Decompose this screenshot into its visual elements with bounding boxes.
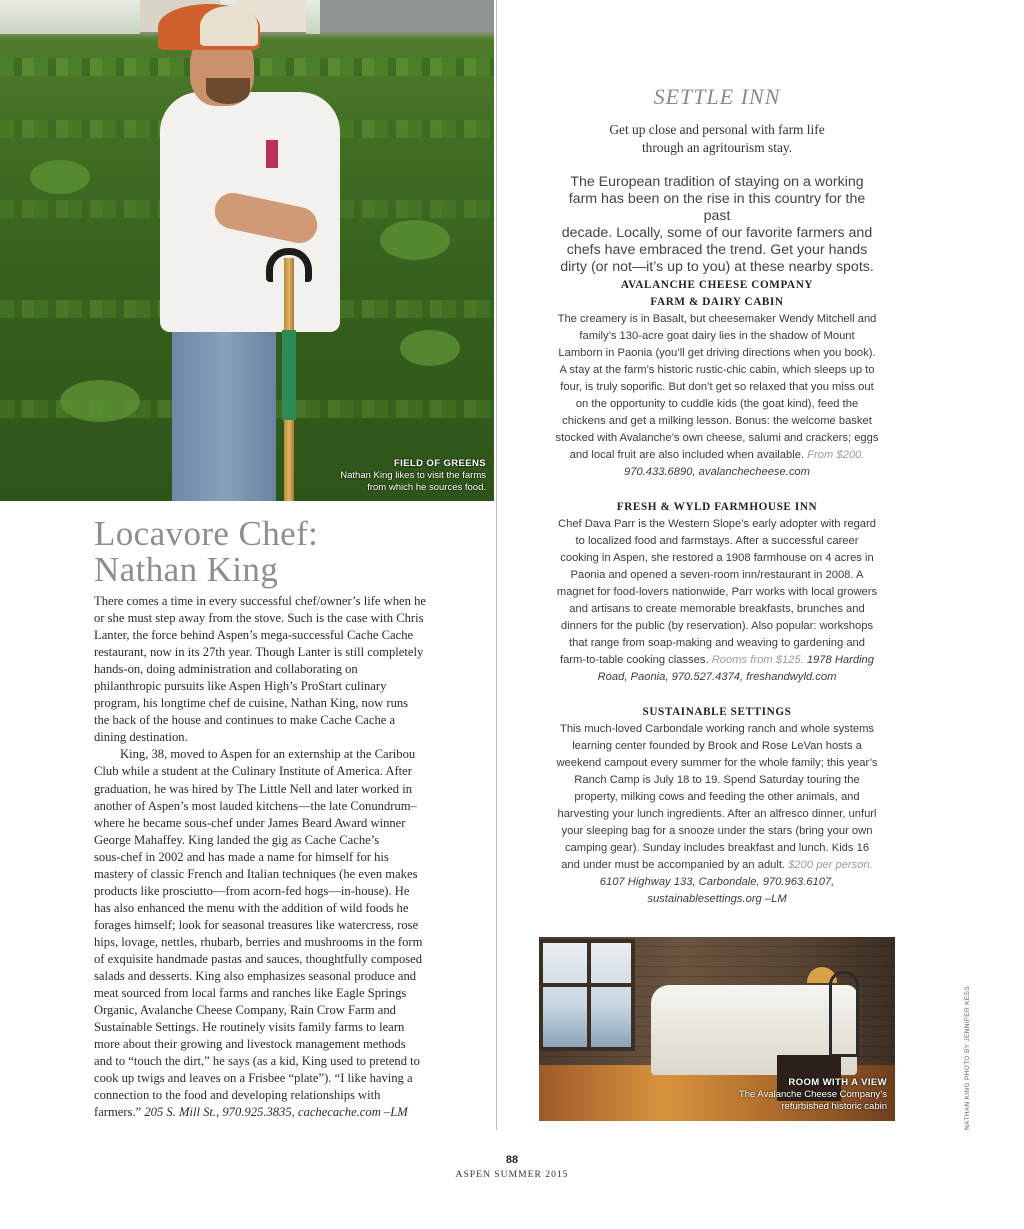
restaurant-contact: 205 S. Mill St., 970.925.3835, cachecache.com –LM xyxy=(144,1105,408,1120)
photo-credit: NATHAN KING PHOTO BY JENNIFER KESS xyxy=(964,986,971,1130)
text-line: magnet for food-lovers nationwide, Parr works with local growers xyxy=(556,586,878,599)
listing-title xyxy=(550,277,884,311)
text-line: four, is truly soporific. But don’t get so relaxed that you miss out xyxy=(560,381,874,394)
text-line: meat sourced from local farms and ranches like Eagle Springs xyxy=(94,986,407,1001)
text-line: to localized food and farmstays. After a successful career xyxy=(575,535,859,548)
caption-line: Nathan King likes to visit the farms xyxy=(340,470,486,481)
section-deck xyxy=(550,121,884,156)
text-line: weekend campout every summer for the whole family; this year’s xyxy=(556,757,878,770)
text-line: Lanter, the force behind Aspen’s mega-successful Cache Cache xyxy=(94,628,414,643)
text-segment: farm-to-table cooking classes. xyxy=(559,654,712,667)
intro-line: decade. Locally, some of our favorite farmers and xyxy=(561,225,873,241)
listing-contact: 6107 Highway 133, Carbondale, 970.963.6107, xyxy=(599,876,835,889)
listing-contact: Road, Paonia, 970.527.4374, freshandwyld.com xyxy=(597,671,837,684)
listing-contact: 1978 Harding xyxy=(803,654,875,667)
text-line: graduation, he was hired by The Little Nell and later worked in xyxy=(94,781,413,796)
window-mullion xyxy=(539,983,635,987)
text-line: George Mahaffey. King landed the gig as Cache Cache’s xyxy=(94,832,380,847)
photo-greenhouse xyxy=(320,0,494,34)
text-line: where he became sous-chef under James Beard Award winner xyxy=(94,815,406,830)
text-line: Sustainable Settings. He routinely visits family farms to learn xyxy=(94,1020,405,1035)
text-line xyxy=(550,891,884,908)
text-line: family’s 130-acre goat dairy lies in the shadow of Mount xyxy=(579,330,855,343)
listing-sustainable-settings xyxy=(550,704,884,909)
text-line: more about their growing and livestock management methods xyxy=(94,1037,406,1052)
article-body xyxy=(94,593,454,1121)
photo-nathan-king-field xyxy=(0,0,494,501)
photo-caption-cabin xyxy=(739,1077,887,1113)
listing-body xyxy=(550,721,884,909)
listing-body xyxy=(550,516,884,686)
listing-title xyxy=(550,704,884,721)
text-line xyxy=(550,669,884,686)
deck-line: through an agritourism stay. xyxy=(641,139,793,155)
text-line: of exquisite handmade pastas and sauces, thoughtfully composed xyxy=(94,951,423,966)
text-line: camping gear). Sunday includes breakfast and lunch. Kids 16 xyxy=(564,842,870,855)
headline-line: Locavore Chef: xyxy=(94,514,319,553)
text-line: philanthropic pursuits like Aspen High’s ProStart culinary xyxy=(94,679,387,694)
text-line: Paonia and opened a seven-room inn/restaurant in 2008. A xyxy=(570,569,864,582)
listing-title-line: FARM & DAIRY CABIN xyxy=(650,296,784,308)
price: From $200. xyxy=(807,449,865,462)
text-line: property, milking cows and feeding the other animals, and xyxy=(574,791,860,804)
text-line: has also enhanced the menu with the addition of wild foods he xyxy=(94,900,409,915)
beard xyxy=(206,78,250,104)
text-line: chickens and get a milking lesson. Bonus: the welcome basket xyxy=(562,415,872,428)
text-line: and to “touch the dirt,” he says (as a kid, King used to pretend to xyxy=(94,1054,420,1069)
text-line: Club while a student at the Culinary Institute of America. After xyxy=(94,764,412,779)
caption-title: ROOM WITH A VIEW xyxy=(788,1077,887,1088)
text-line: your sleeping bag for a snooze under the stars (bring your own xyxy=(561,825,873,838)
intro-line: dirty (or not—it’s up to you) at these nearby spots. xyxy=(560,259,874,275)
text-line: dining destination. xyxy=(94,730,188,745)
price: Rooms from $125. xyxy=(711,654,804,667)
text-line xyxy=(550,652,884,669)
article-headline xyxy=(94,516,474,588)
text-line: This much-loved Carbondale working ranch and whole systems xyxy=(559,723,875,735)
text-line xyxy=(550,874,884,891)
intro-line: chefs have embraced the trend. Get your hands xyxy=(566,242,868,258)
text-line: connection to the food and developing relationships with xyxy=(94,1088,381,1103)
text-line: cook up twigs and leaves on a Frisbee “plate”). “I like having a xyxy=(94,1071,413,1086)
text-line: hips, lovage, nettles, rhubarb, berries and mushrooms in the form xyxy=(94,934,423,949)
text-line: program, his longtime chef de cuisine, Nathan King, now runs xyxy=(94,696,409,711)
shirt-logo xyxy=(266,140,278,168)
text-line: sous-chef in 2002 and has made a name for himself for his xyxy=(94,849,389,864)
text-line: restaurant, now in its 27th year. Though Lanter is still completely xyxy=(94,645,424,660)
text-line xyxy=(550,464,884,481)
text-line: on the opportunity to cuddle kids (the goat kind), feed the xyxy=(575,398,859,411)
price: $200 per person. xyxy=(788,859,873,872)
text-segment: and under must be accompanied by an adult. xyxy=(561,859,789,872)
article-paragraph xyxy=(94,593,454,746)
column-divider xyxy=(496,0,497,1130)
page-number: 88 xyxy=(505,1154,519,1166)
text-line: cooking in Aspen, she restored a 1908 farmhouse on 4 acres in xyxy=(560,552,874,565)
text-line: King, 38, moved to Aspen for an externship at the Caribou xyxy=(120,747,416,762)
intro-line: farm has been on the rise in this country for the past xyxy=(568,191,866,224)
text-line: forages himself; look for seasonal treasures like watercress, rose xyxy=(94,917,419,932)
caption-line: The Avalanche Cheese Company’s xyxy=(738,1089,887,1100)
caption-line: refurbished historic cabin xyxy=(781,1101,887,1112)
text-line: that range from soap-making and weaving to gardening and xyxy=(568,637,866,650)
text-line: mastery of classic French and Italian techniques (he even makes xyxy=(94,866,418,881)
section-title: SETTLE INN xyxy=(653,84,781,109)
text-line xyxy=(550,857,884,874)
text-line: learning center founded by Brook and Rose LeVan hosts a xyxy=(572,740,862,753)
leaf xyxy=(60,380,140,422)
text-line: harvesting your lunch ingredients. After an alfresco dinner, unfurl xyxy=(557,808,877,821)
text-line: Chef Dava Parr is the Western Slope’s early adopter with regard xyxy=(558,518,876,530)
cap-mesh xyxy=(200,6,258,46)
text-line: and artisans to create memorable breakfasts, brunches and xyxy=(569,603,865,616)
listing-contact: 970.433.6890, avalanchecheese.com xyxy=(624,466,810,479)
shovel-grip xyxy=(266,248,312,282)
text-segment: and local fruit are also included when available. xyxy=(569,449,808,462)
text-line: A stay at the farm’s historic rustic-chic cabin, which sleeps up to xyxy=(559,364,875,377)
text-line: stocked with Avalanche’s own cheese, salumi and crackers; eggs xyxy=(555,432,879,445)
text-line: Lamborn in Paonia (you’ll get driving directions when you book). xyxy=(558,347,876,360)
photo-caption-field xyxy=(340,458,486,494)
listing-fresh-wyld xyxy=(550,499,884,686)
text-line: hands-on, doing administration and collaborating on xyxy=(94,662,358,677)
text-line: products like prosciutto—from acorn-fed hogs—in-house). He xyxy=(94,883,410,898)
text-line: Ranch Camp is July 18 to 19. Spend Saturday touring the xyxy=(574,774,860,787)
leaf xyxy=(30,160,90,194)
text-line: farmers.” xyxy=(94,1105,145,1120)
shovel-label xyxy=(282,330,296,420)
leaf xyxy=(380,220,450,260)
text-line: the back of the house and continues to make Cache Cache a xyxy=(94,713,396,728)
section-intro xyxy=(560,174,874,276)
text-line: Organic, Avalanche Cheese Company, Rain Crow Farm and xyxy=(94,1003,396,1018)
headboard xyxy=(829,971,859,1057)
window-mullion xyxy=(587,939,591,1051)
photo-cabin-room xyxy=(539,937,895,1121)
intro-line: The European tradition of staying on a working xyxy=(570,174,864,190)
caption-line: from which he sources food. xyxy=(367,482,486,493)
text-line: There comes a time in every successful chef/owner’s life when he xyxy=(94,594,426,608)
listing-title-line: FRESH & WYLD FARMHOUSE INN xyxy=(616,501,818,513)
headline-line: Nathan King xyxy=(94,550,279,589)
listing-avalanche-cheese xyxy=(550,277,884,481)
listing-contact: sustainablesettings.org –LM xyxy=(647,893,787,906)
text-line: another of Aspen’s most lauded kitchens—the late Conundrum– xyxy=(94,798,417,813)
publication-name: ASPEN SUMMER 2015 xyxy=(455,1169,569,1180)
text-line xyxy=(550,447,884,464)
deck-line: Get up close and personal with farm life xyxy=(609,122,825,137)
caption-title: FIELD OF GREENS xyxy=(393,458,486,469)
text-line: salads and desserts. King also emphasizes seasonal produce and xyxy=(94,969,417,984)
article-paragraph xyxy=(94,746,454,1121)
listing-title-line: SUSTAINABLE SETTINGS xyxy=(642,706,792,718)
text-line: or she must step away from the stove. Such is the case with Chris xyxy=(94,611,424,626)
listing-title xyxy=(550,499,884,516)
leaf xyxy=(400,330,460,366)
text-line: dinners for the public (by reservation). Also popular: workshops xyxy=(560,620,874,633)
text-line: The creamery is in Basalt, but cheesemaker Wendy Mitchell and xyxy=(557,313,877,325)
listing-body xyxy=(550,311,884,481)
listing-title-line: AVALANCHE CHEESE COMPANY xyxy=(620,279,814,291)
